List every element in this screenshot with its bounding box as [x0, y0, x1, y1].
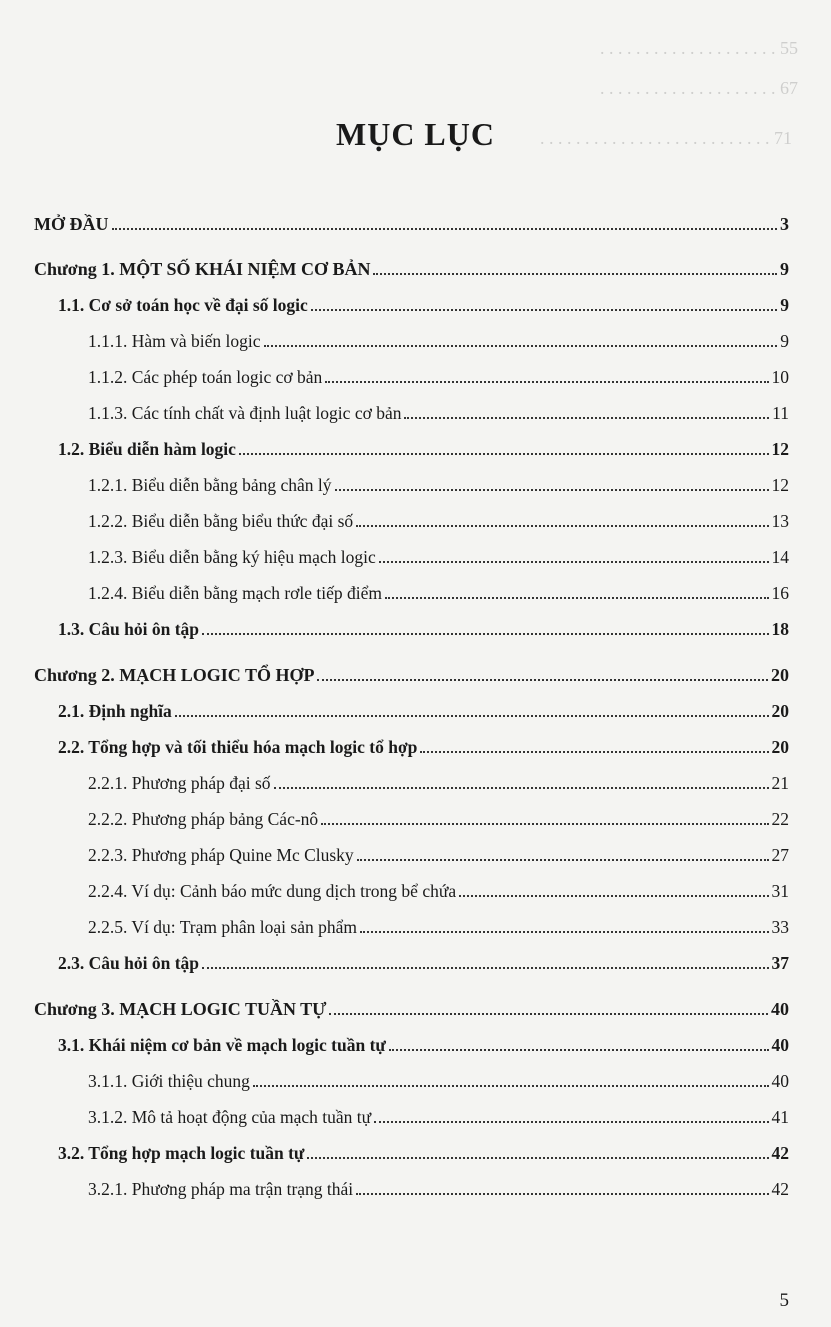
dot-leader [202, 633, 768, 635]
toc-entry-page: 31 [771, 881, 789, 901]
toc-subsection-entry [88, 398, 789, 424]
dot-leader [420, 751, 768, 753]
dot-leader [239, 453, 769, 455]
dot-leader [202, 967, 768, 969]
toc-entry-label: 2.2.2. Phương pháp bảng Các-nô [88, 809, 319, 829]
toc-subsection-entry [88, 470, 789, 496]
dot-leader [264, 345, 778, 347]
toc-entry-label: 3.2.1. Phương pháp ma trận trạng thái [88, 1179, 354, 1199]
toc-entry-label: 2.2.3. Phương pháp Quine Mc Clusky [88, 845, 354, 865]
toc-subsection-entry [88, 804, 789, 830]
toc-entry-page: 33 [771, 917, 789, 937]
dot-leader [335, 489, 769, 491]
toc-entry-page: 20 [771, 701, 789, 721]
toc-entry-page: 11 [772, 403, 789, 423]
toc-entry-label: 2.2. Tổng hợp và tối thiểu hóa mạch logic tổ hợp [58, 737, 418, 757]
toc-entry-page: 41 [771, 1107, 789, 1127]
toc-entry-label: Chương 3. MẠCH LOGIC TUẦN TỰ [34, 999, 327, 1019]
toc-section-entry [58, 948, 789, 974]
toc-entry-page: 37 [771, 953, 789, 973]
toc-subsection-entry [88, 578, 789, 604]
toc-subsection-entry [88, 542, 789, 568]
toc-entry-label: 1.1. Cơ sở toán học về đại số logic [58, 295, 308, 315]
toc-subsection-entry [88, 768, 789, 794]
toc-chapter-entry [34, 994, 789, 1020]
page-title: MỤC LỤC [336, 116, 495, 152]
page-number: 5 [779, 1290, 789, 1311]
dot-leader [321, 823, 768, 825]
dot-leader [385, 597, 768, 599]
dot-leader [317, 679, 768, 681]
dot-leader [253, 1085, 769, 1087]
dot-leader [307, 1157, 768, 1159]
toc-entry-label: 1.2.1. Biểu diễn bằng bảng chân lý [88, 475, 332, 495]
toc-entry-label: 2.3. Câu hỏi ôn tập [58, 953, 200, 973]
toc-section-entry [58, 1138, 789, 1164]
toc-entry-label: 1.2.3. Biểu diễn bằng ký hiệu mạch logic [88, 547, 376, 567]
toc-entry-label: 1.1.3. Các tính chất và định luật logic cơ bản [88, 403, 402, 423]
toc-entry-label: 2.2.1. Phương pháp đại số [88, 773, 271, 793]
dot-leader [379, 561, 769, 563]
toc-entry-page: 40 [771, 999, 789, 1019]
toc-chapter-entry [34, 209, 789, 235]
dot-leader [274, 787, 769, 789]
toc-chapter-entry [34, 254, 789, 280]
toc-entry-page: 40 [771, 1035, 789, 1055]
toc-entry-label: 3.1. Khái niệm cơ bản về mạch logic tuần tự [58, 1035, 386, 1055]
dot-leader [112, 228, 778, 230]
toc-subsection-entry [88, 326, 789, 352]
toc-entry-label: 1.1.2. Các phép toán logic cơ bản [88, 367, 323, 387]
toc-entry-page: 20 [771, 665, 789, 685]
dot-leader [389, 1049, 769, 1051]
toc-entry-label: 2.2.5. Ví dụ: Trạm phân loại sản phẩm [88, 917, 357, 937]
toc-entry-label: Chương 2. MẠCH LOGIC TỔ HỢP [34, 665, 315, 685]
toc-section-entry [58, 696, 789, 722]
toc-entry-label: 1.2.2. Biểu diễn bằng biểu thức đại số [88, 511, 354, 531]
toc-entry-page: 27 [771, 845, 789, 865]
dot-leader [404, 417, 769, 419]
toc-entry-label: 3.1.1. Giới thiệu chung [88, 1071, 250, 1091]
toc-subsection-entry [88, 1174, 789, 1200]
dot-leader [325, 381, 768, 383]
toc-entry-label: 2.2.4. Ví dụ: Cảnh báo mức dung dịch trong bể chứa [88, 881, 457, 901]
toc-entry-page: 13 [771, 511, 789, 531]
dot-leader [356, 1193, 768, 1195]
toc-section-entry [58, 434, 789, 460]
toc-entry-page: 42 [771, 1179, 789, 1199]
toc-subsection-entry [88, 362, 789, 388]
toc-entry-label: 1.3. Câu hỏi ôn tập [58, 619, 200, 639]
toc-entry-label: 1.1.1. Hàm và biến logic [88, 331, 261, 351]
toc-subsection-entry [88, 912, 789, 938]
toc-subsection-entry [88, 840, 789, 866]
dot-leader [311, 309, 777, 311]
toc-entry-page: 16 [771, 583, 789, 603]
toc-subsection-entry [88, 506, 789, 532]
toc-entry-label: 3.1.2. Mô tả hoạt động của mạch tuần tự [88, 1107, 372, 1127]
dot-leader [329, 1013, 768, 1015]
dot-leader [175, 715, 769, 717]
toc-entry-label: 1.2.4. Biểu diễn bằng mạch rơle tiếp điểm [88, 583, 383, 603]
toc-section-entry [58, 1030, 789, 1056]
toc-subsection-entry [88, 1066, 789, 1092]
toc-section-entry [58, 290, 789, 316]
toc-entry-page: 3 [780, 214, 789, 234]
toc-subsection-entry [88, 876, 789, 902]
toc-entry-page: 20 [771, 737, 789, 757]
toc-entry-page: 14 [771, 547, 789, 567]
toc-entry-page: 18 [771, 619, 789, 639]
dot-leader [357, 859, 769, 861]
dot-leader [356, 525, 768, 527]
toc-entry-page: 12 [771, 475, 789, 495]
toc-entry-label: 1.2. Biểu diễn hàm logic [58, 439, 236, 459]
show-through-from-previous-page: . . . . . . . . . . . . . . . . . . . . 55 . . . . . . . . . . . . . . . . . . . . 67 . . . . . . . . . . . . . . . . . . . . . . . . . . 71 [540, 38, 798, 148]
toc-entry-page: 21 [771, 773, 789, 793]
dot-leader [373, 273, 777, 275]
dot-leader [374, 1121, 768, 1123]
toc-entry-page: 42 [771, 1143, 789, 1163]
toc-subsection-entry [88, 1102, 789, 1128]
toc-entry-page: 22 [771, 809, 789, 829]
toc-chapter-entry [34, 660, 789, 686]
toc-entry-page: 40 [771, 1071, 789, 1091]
toc-entry-page: 10 [771, 367, 789, 387]
toc-entry-label: 2.1. Định nghĩa [58, 701, 172, 721]
toc-entry-label: Chương 1. MỘT SỐ KHÁI NIỆM CƠ BẢN [34, 259, 371, 279]
toc-entry-page: 9 [780, 295, 789, 315]
toc-section-entry [58, 732, 789, 758]
toc-entry-page: 9 [780, 331, 789, 351]
toc-entry-page: 12 [771, 439, 789, 459]
dot-leader [360, 931, 769, 933]
dot-leader [459, 895, 768, 897]
toc-entry-label: MỞ ĐẦU [34, 214, 109, 234]
toc-entry-label: 3.2. Tổng hợp mạch logic tuần tự [58, 1143, 305, 1163]
toc-section-entry [58, 614, 789, 640]
toc-entry-page: 9 [780, 259, 789, 279]
